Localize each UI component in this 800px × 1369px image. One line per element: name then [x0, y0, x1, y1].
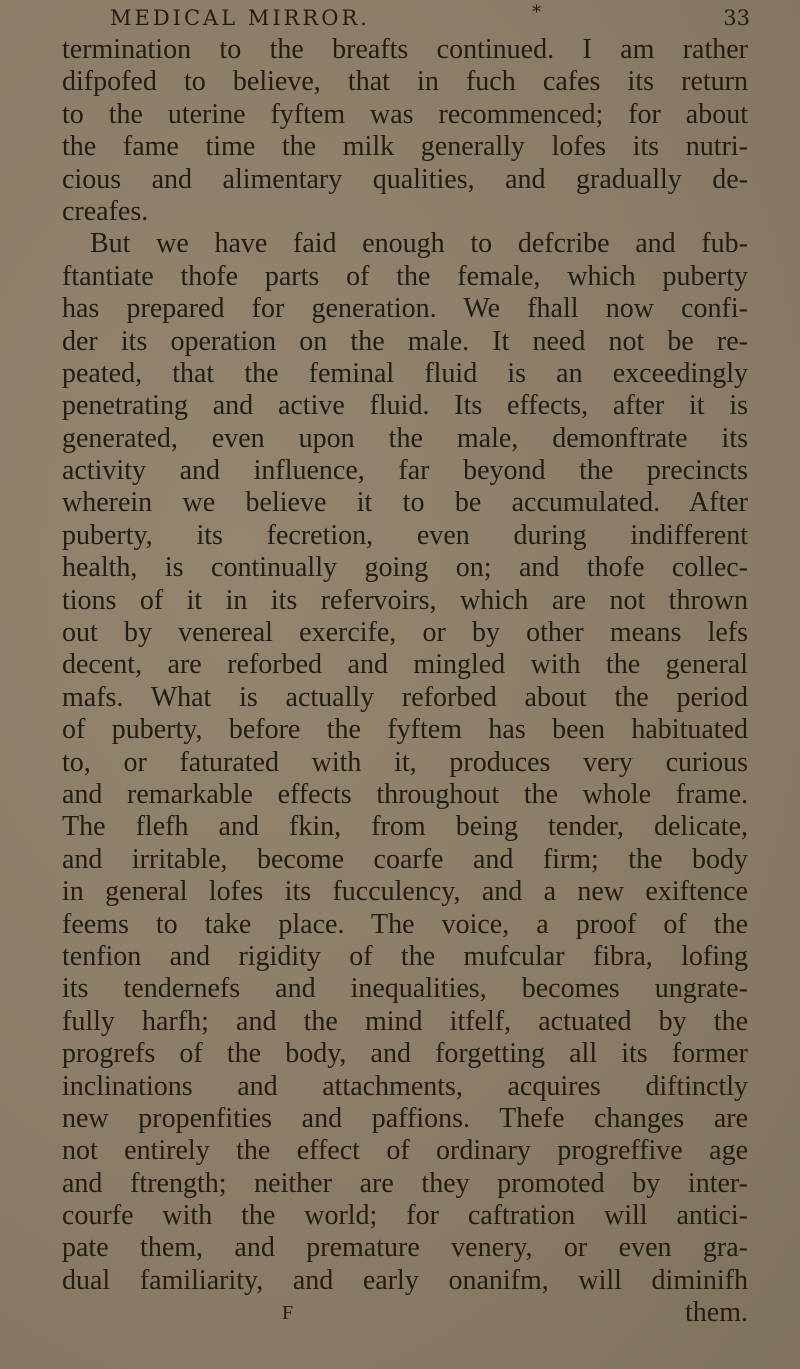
text-line: cious and alimentary qualities, and gradually de-: [62, 163, 748, 195]
text-line: of puberty, before the fyftem has been habituated: [62, 714, 748, 746]
text-line: termination to the breafts continued. I am rather: [62, 34, 748, 65]
text-line: courfe with the world; for caftration will antici-: [62, 1200, 748, 1232]
text-line: new propenfities and paffions. Thefe changes are: [62, 1102, 748, 1134]
text-line: mafs. What is actually reforbed about the period: [62, 681, 748, 713]
text-line: feems to take place. The voice, a proof of the: [62, 908, 748, 940]
text-line: tenfion and rigidity of the mufcular fibra, lofing: [62, 940, 748, 972]
text-line: puberty, its fecretion, even during indifferent: [62, 519, 748, 551]
text-line: penetrating and active fluid. Its effects, after it is: [62, 390, 748, 422]
text-line: has prepared for generation. We fhall now confi-: [62, 293, 748, 325]
text-line: dual familiarity, and early onanifm, will diminifh: [62, 1264, 748, 1296]
text-line: ftantiate thofe parts of the female, which puberty: [62, 260, 748, 292]
text-line: and ftrength; neither are they promoted by inter-: [62, 1167, 748, 1199]
text-line: But we have faid enough to defcribe and fub-: [90, 228, 748, 260]
catchword: them.: [685, 1297, 748, 1329]
ornament-mark: *: [532, 2, 544, 23]
text-line: and remarkable effects throughout the whole frame.: [62, 778, 748, 810]
text-line: peated, that the feminal fluid is an exceedingly: [62, 357, 748, 389]
text-line: generated, even upon the male, demonftrate its: [62, 422, 748, 454]
text-line: its tendernefs and inequalities, becomes ungrate-: [62, 973, 748, 1005]
text-line: wherein we believe it to be accumulated. After: [62, 487, 748, 519]
running-header: [110, 2, 750, 36]
text-line: to the uterine fyftem was recommenced; for about: [62, 98, 748, 130]
text-line: inclinations and attachments, acquires diftinctly: [62, 1070, 748, 1102]
text-line: to, or faturated with it, produces very curious: [62, 746, 748, 778]
text-line: progrefs of the body, and forgetting all its former: [62, 1038, 748, 1070]
text-line: fully harfh; and the mind itfelf, actuated by the: [62, 1005, 748, 1037]
text-line: difpofed to believe, that in fuch cafes its return: [62, 66, 748, 98]
text-line: the fame time the milk generally lofes its nutri-: [62, 131, 748, 163]
text-line: out by venereal exercife, or by other means lefs: [62, 617, 748, 649]
text-line: der its operation on the male. It need not be re-: [62, 325, 748, 357]
page-body: [62, 34, 748, 1330]
text-line: and irritable, become coarfe and firm; the body: [62, 843, 748, 875]
text-line: The flefh and fkin, from being tender, delicate,: [62, 811, 748, 843]
text-line: creafes.: [62, 195, 149, 227]
text-line: health, is continually going on; and thofe collec-: [62, 552, 748, 584]
page-number: 33: [723, 6, 750, 30]
text-line: activity and influence, far beyond the precincts: [62, 455, 748, 487]
text-line: tions of it in its refervoirs, which are not thrown: [62, 584, 748, 616]
text-line: pate them, and premature venery, or even gra-: [62, 1232, 748, 1264]
text-line: decent, are reforbed and mingled with the general: [62, 649, 748, 681]
signature-mark: F: [282, 1302, 294, 1325]
running-title: MEDICAL MIRROR.: [110, 6, 370, 30]
footer-line: [62, 1297, 748, 1329]
text-line: not entirely the effect of ordinary progreffive age: [62, 1135, 748, 1167]
text-line: in general lofes its fucculency, and a new exiftence: [62, 876, 748, 908]
